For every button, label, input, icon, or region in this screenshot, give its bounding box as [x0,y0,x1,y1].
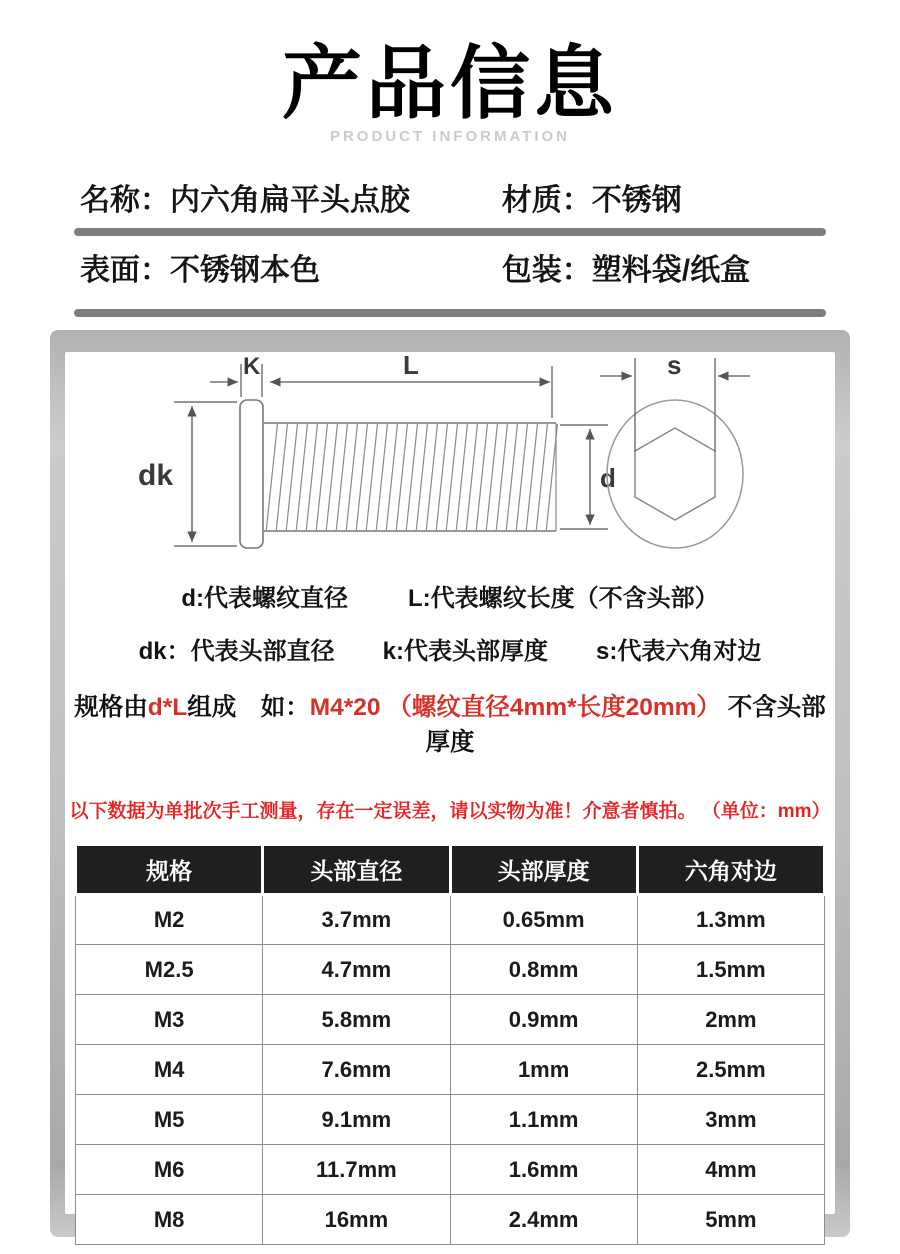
size-table-head [76,845,825,895]
table-cell: 2mm [637,995,824,1045]
legend-s: s:代表六角对边 [596,638,762,665]
k-label: K [243,353,261,380]
table-cell: 5.8mm [263,995,450,1045]
spec-format-part3: 组成 如： [187,694,310,721]
dimension-legend-row-2 [65,631,835,666]
table-cell: 1.1mm [450,1095,637,1145]
table-cell: 0.8mm [450,945,637,995]
dk-label: dk [138,459,174,492]
screw-dimension-drawing [100,352,800,567]
spec-row-1 [74,169,826,225]
table-row [76,1095,825,1145]
table-cell: M2.5 [76,945,263,995]
table-cell: 4.7mm [263,945,450,995]
table-cell: 11.7mm [263,1145,450,1195]
table-cell: 2.5mm [637,1045,824,1095]
spec-surface-label: 表面： [80,254,170,287]
detail-panel [65,350,835,1232]
table-cell: M2 [76,895,263,945]
page-subtitle: PRODUCT INFORMATION [329,128,571,145]
table-cell: 1.3mm [637,895,824,945]
spec-name-value: 内六角扁平头点胶 [170,184,410,217]
table-cell: M6 [76,1145,263,1195]
table-row [76,945,825,995]
product-specs [74,169,826,317]
table-cell: 9.1mm [263,1095,450,1145]
table-cell: 1.6mm [450,1145,637,1195]
table-cell: 7.6mm [263,1045,450,1095]
table-cell: 0.65mm [450,895,637,945]
table-cell: 2.4mm [450,1195,637,1245]
size-table [74,843,826,1245]
spec-packaging [502,245,750,289]
table-row [76,895,825,945]
spec-material [502,175,682,219]
table-cell: 16mm [263,1195,450,1245]
spec-surface [80,245,502,289]
table-cell: 4mm [637,1145,824,1195]
table-cell: 0.9mm [450,995,637,1045]
legend-k: k:代表头部厚度 [382,638,548,665]
table-row [76,995,825,1045]
spec-format-line [65,688,835,758]
divider-bar [74,228,826,236]
table-row [76,1145,825,1195]
measurement-warning: 以下数据为单批次手工测量，存在一定误差，请以实物为准！介意者慎拍。 （单位：mm） [69,801,831,822]
legend-l: L:代表螺纹长度（不含头部） [408,585,719,612]
table-cell: 5mm [637,1195,824,1245]
dimension-legend-row-1 [65,578,835,613]
divider-bar [74,309,826,317]
spec-material-label: 材质： [501,184,592,217]
spec-name [80,175,502,219]
screw-diagram [100,352,800,572]
table-cell: 3mm [637,1095,824,1145]
spec-surface-value: 不锈钢本色 [170,254,320,287]
spec-row-2 [74,239,826,295]
table-row [76,1195,825,1245]
size-table-header-row [76,845,825,895]
table-cell: 1.5mm [637,945,824,995]
table-row [76,1045,825,1095]
table-cell: M5 [76,1095,263,1145]
spec-format-dl: d*L [147,694,188,721]
page-title: 产品信息 [282,39,618,128]
spec-packaging-label: 包装： [501,254,592,287]
l-label: L [403,350,419,380]
size-table-header-cell: 头部直径 [263,845,450,895]
table-cell: 3.7mm [263,895,450,945]
spec-material-value: 不锈钢 [591,184,682,217]
table-cell: M8 [76,1195,263,1245]
table-cell: M3 [76,995,263,1045]
size-table-body [76,895,825,1245]
page-header [0,0,900,145]
spec-packaging-value: 塑料袋/纸盒 [591,254,751,287]
d-label: d [600,463,616,493]
table-cell: M4 [76,1045,263,1095]
table-cell: 1mm [450,1045,637,1095]
spec-format-example: M4*20 （螺纹直径4mm*长度20mm） [309,694,721,721]
legend-d: d:代表螺纹直径 [181,585,348,612]
spec-name-label: 名称： [80,184,170,217]
size-table-header-cell: 规格 [76,845,263,895]
legend-dk: dk：代表头部直径 [138,638,335,665]
size-table-header-cell: 六角对边 [637,845,824,895]
s-label: s [667,350,682,380]
spec-format-part5: 不含头部厚度 [425,694,826,756]
detail-panel-frame [50,330,850,1237]
spec-format-part1: 规格由 [74,694,148,721]
size-table-header-cell: 头部厚度 [450,845,637,895]
